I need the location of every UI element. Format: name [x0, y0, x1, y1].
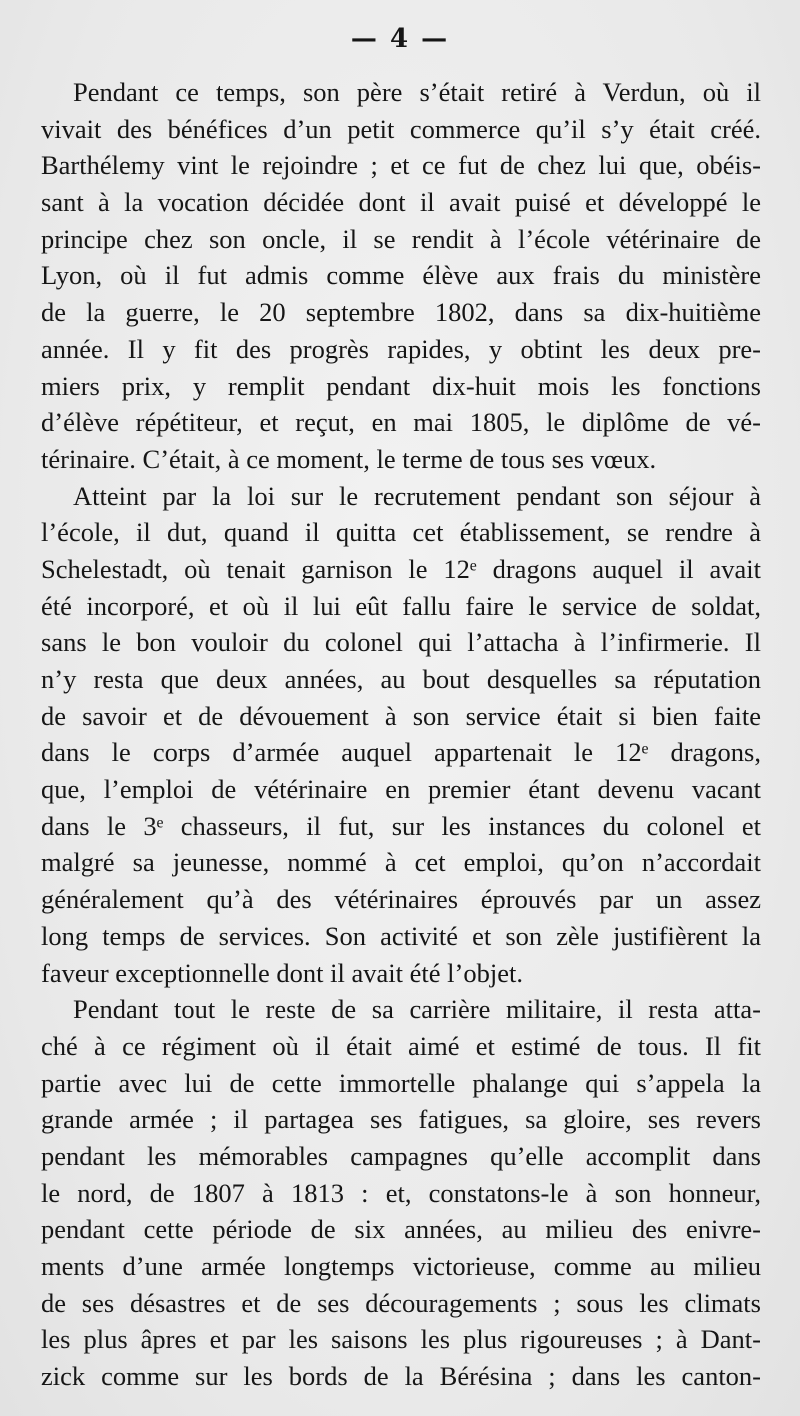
text-line: sant à la vocation décidée dont il avait puisé et développé le — [41, 187, 761, 218]
text-line: Schelestadt, où tenait garnison le 12ᵉ dragons auquel il avait — [41, 553, 761, 584]
text-line: ments d’une armée longtemps victorieuse, comme au milieu — [41, 1251, 761, 1281]
text-line: pendant les mémorables campagnes qu’elle accomplit dans — [41, 1140, 761, 1171]
text-line: Pendant tout le reste de sa carrière militaire, il resta atta- — [73, 994, 761, 1025]
text-line: vivait des bénéfices d’un petit commerce qu’il s’y était créé. — [41, 113, 761, 144]
text-line: Atteint par la loi sur le recrutement pendant son séjour à — [73, 480, 761, 511]
text-line: principe chez son oncle, il se rendit à l’école vétérinaire de — [41, 223, 761, 254]
text-line: grande armée ; il partagea ses fatigues, sa gloire, ses revers — [41, 1104, 761, 1135]
text-line: pendant cette période de six années, au milieu des enivre- — [41, 1214, 761, 1245]
text-line: dans le 3ᵉ chasseurs, il fut, sur les instances du colonel et — [41, 810, 761, 841]
text-line: de la guerre, le 20 septembre 1802, dans sa dix-huitième — [41, 297, 761, 328]
text-line: térinaire. C’était, à ce moment, le terme de tous ses vœux. — [41, 443, 657, 474]
text-line: ché à ce régiment où il était aimé et estimé de tous. Il fit — [41, 1030, 761, 1061]
text-line: faveur exceptionnelle dont il avait été l’objet. — [41, 957, 523, 988]
text-line: malgré sa jeunesse, nommé à cet emploi, qu’on n’accordait — [41, 847, 761, 878]
text-line: le nord, de 1807 à 1813 : et, constatons-le à son honneur, — [41, 1177, 761, 1208]
text-line: Barthélemy vint le rejoindre ; et ce fut de chez lui que, obéis- — [41, 150, 761, 181]
page-number: — 4 — — [350, 24, 450, 54]
body-text — [41, 74, 761, 1395]
text-line: miers prix, y remplit pendant dix-huit mois les fonctions — [41, 370, 761, 401]
text-line: dans le corps d’armée auquel appartenait le 12ᵉ dragons, — [41, 737, 761, 768]
text-line: long temps de services. Son activité et son zèle justifièrent la — [41, 920, 761, 951]
text-line: les plus âpres et par les saisons les plus rigoureuses ; à Dant- — [41, 1324, 761, 1355]
text-line: été incorporé, et où il lui eût fallu faire le service de soldat, — [41, 590, 761, 621]
text-line: Lyon, où il fut admis comme élève aux frais du ministère — [41, 260, 761, 291]
text-line: n’y resta que deux années, au bout desquelles sa réputation — [41, 664, 761, 694]
text-line: zick comme sur les bords de la Bérésina ; dans les canton- — [41, 1361, 761, 1392]
text-line: l’école, il dut, quand il quitta cet établissement, se rendre à — [41, 517, 761, 548]
text-line: année. Il y fit des progrès rapides, y obtint les deux pre- — [41, 333, 761, 364]
text-line: Pendant ce temps, son père s’était retiré à Verdun, où il — [73, 77, 761, 107]
text-line: généralement qu’à des vétérinaires éprouvés par un assez — [41, 884, 761, 915]
text-line: que, l’emploi de vétérinaire en premier étant devenu vacant — [41, 774, 761, 805]
text-line: de ses désastres et de ses découragements ; sous les climats — [41, 1287, 761, 1318]
text-line: partie avec lui de cette immortelle phalange qui s’appela la — [41, 1067, 761, 1098]
text-line: sans le bon vouloir du colonel qui l’attacha à l’infirmerie. Il — [41, 627, 761, 658]
text-line: de savoir et de dévouement à son service était si bien faite — [41, 700, 761, 731]
text-line: d’élève répétiteur, et reçut, en mai 1805, le diplôme de vé- — [41, 407, 761, 438]
